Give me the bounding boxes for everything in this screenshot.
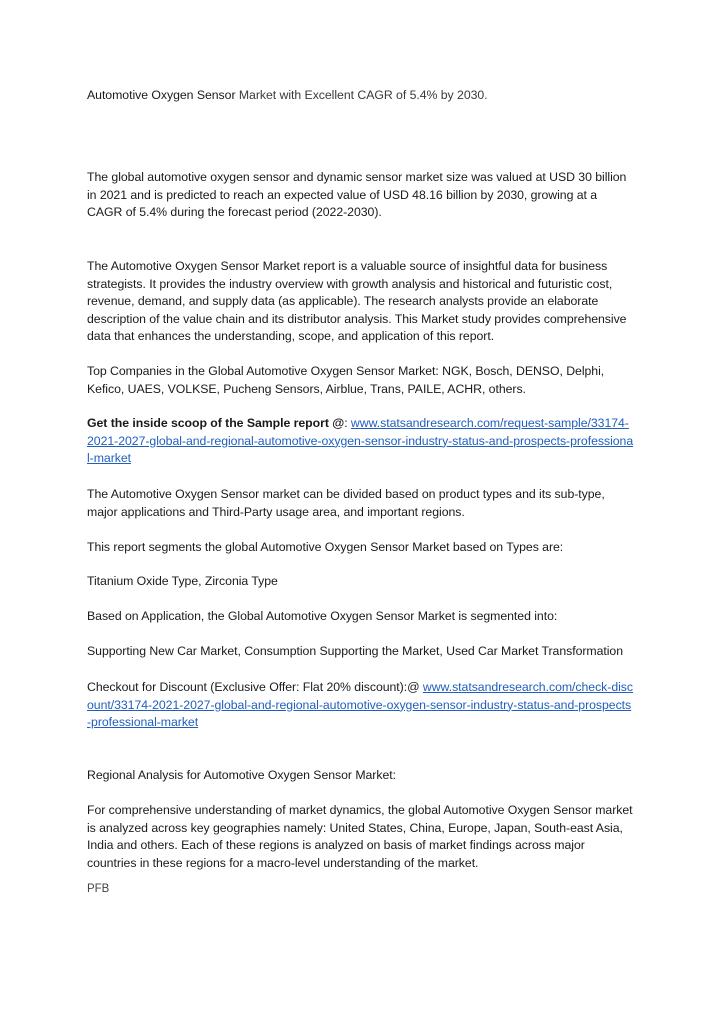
document-title [87,87,635,105]
title-part-b: Market with Excellent CAGR of 5.4% by 2030. [235,88,488,102]
pfb-text: PFB [87,883,110,895]
title-part-a: Automotive Oxygen Sensor [87,88,236,102]
paragraph-application-list: Supporting New Car Market, Consumption Supporting the Market, Used Car Market Transformation [87,644,624,658]
paragraph-report-overview: The Automotive Oxygen Sensor Market report is a valuable source of insightful data for business strategists. It provides the industry overview with growth analysis and historical and futuristic cost, revenue, demand, and supply data (as applicable). The research analysts provide an elaborate description of the value chain and its distributor analysis. This Market study provides comprehensive data that enhances the understanding, scope, and application of this report. [87,259,627,344]
sample-report-label: Get the inside scoop of the Sample report @ [87,416,345,430]
sample-report-separator: : [344,416,351,430]
paragraph-regional-heading: Regional Analysis for Automotive Oxygen Sensor Market: [87,768,396,782]
discount-link[interactable]: www.statsandresearch.com/check-discount/33174-2021-2027-global-and-regional-automotive-oxygen-sensor-industry-status-and-prospects-professional-market [87,680,633,730]
paragraph-discount [87,679,635,732]
paragraph-market-division: The Automotive Oxygen Sensor market can be divided based on product types and its sub-type, major applications and Third-Party usage area, and important regions. [87,487,605,519]
paragraph-top-companies: Top Companies in the Global Automotive Oxygen Sensor Market: NGK, Bosch, DENSO, Delphi, Kefico, UAES, VOLKSE, Pucheng Sensors, Airblue, Trans, PAILE, ACHR, others. [87,364,605,396]
paragraph-application-intro: Based on Application, the Global Automotive Oxygen Sensor Market is segmented into: [87,609,558,623]
paragraph-types-intro: This report segments the global Automotive Oxygen Sensor Market based on Types are: [87,540,564,554]
paragraph-regional-analysis: For comprehensive understanding of market dynamics, the global Automotive Oxygen Sensor market is analyzed across key geographies namely: United States, China, Europe, Japan, South-east Asia, India and others. Each of these regions is analyzed on basis of market findings across major countries in these regions for a macro-level understanding of the market. [87,803,633,870]
paragraph-types-list: Titanium Oxide Type, Zirconia Type [87,574,278,588]
discount-label: Checkout for Discount (Exclusive Offer: Flat 20% discount):@ [87,680,423,694]
sample-report-link[interactable]: www.statsandresearch.com/request-sample/33174-2021-2027-global-and-regional-automotive-oxygen-sensor-industry-status-and-prospects-professional-market [87,416,634,466]
paragraph-market-size: The global automotive oxygen sensor and dynamic sensor market size was valued at USD 30 billion in 2021 and is predicted to reach an expected value of USD 48.16 billion by 2030, growing at a CAGR of 5.4% during the forecast period (2022-2030). [87,170,627,220]
paragraph-sample-report [87,415,635,468]
